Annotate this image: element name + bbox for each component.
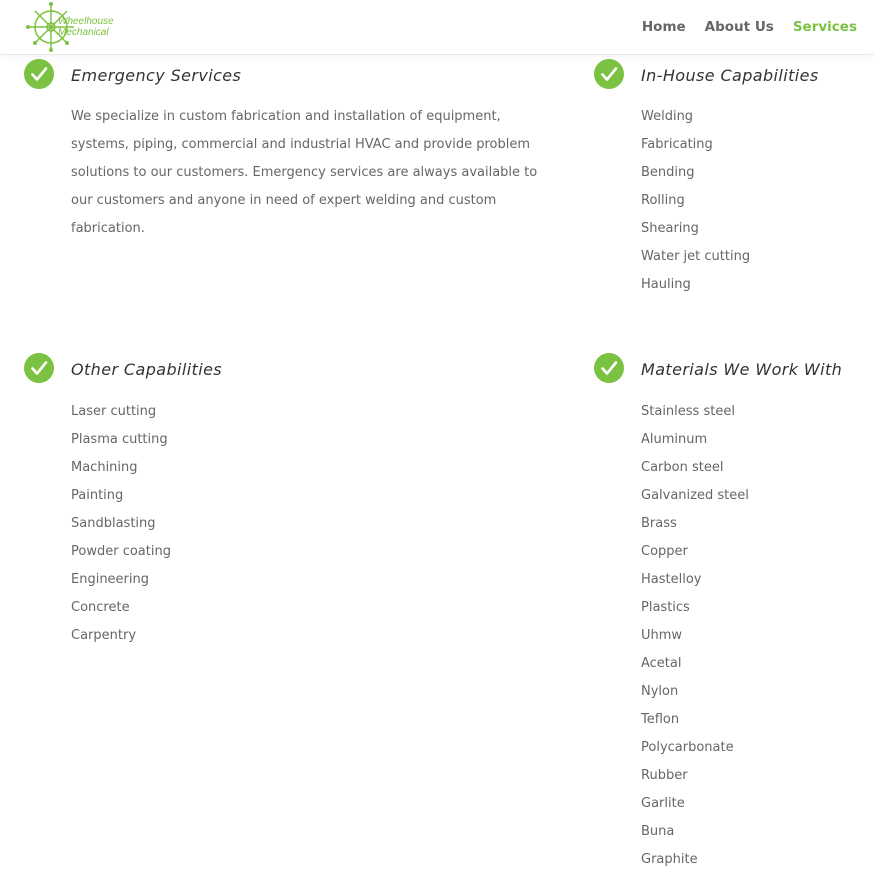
list-item: Water jet cutting [641, 249, 751, 264]
materials-list [641, 398, 749, 874]
list-item: Engineering [71, 572, 149, 587]
check-icon [24, 59, 54, 89]
list-item: Rolling [641, 193, 685, 208]
materials-title: Materials We Work With [641, 360, 843, 379]
list-item: Nylon [641, 684, 679, 699]
emergency-services-text: We specialize in custom fabrication and installation of equipment, systems, piping, commercial and industrial HVAC and provide problem solutions to our customers. Emergency services are always available to our customers and anyone in need of expert welding and custom fabrication. [71, 109, 538, 236]
list-item: Plastics [641, 600, 690, 615]
list-item: Copper [641, 544, 688, 559]
list-item: Plasma cutting [71, 432, 168, 447]
check-icon [24, 353, 54, 383]
list-item: Carbon steel [641, 460, 724, 475]
check-icon [594, 353, 624, 383]
list-item: Welding [641, 109, 694, 124]
emergency-services-title: Emergency Services [71, 66, 242, 85]
main-nav [623, 18, 857, 36]
list-item: Stainless steel [641, 404, 735, 419]
list-item: Rubber [641, 768, 688, 783]
list-item: Hauling [641, 277, 691, 292]
logo-line-1: Wheelhouse [58, 16, 114, 27]
list-item: Acetal [641, 656, 682, 671]
list-item: Uhmw [641, 628, 683, 643]
list-item: Polycarbonate [641, 740, 734, 755]
nav-about-us[interactable]: About Us [704, 19, 774, 35]
list-item: Painting [71, 488, 124, 503]
in-house-capabilities-list [641, 103, 750, 299]
site-header [0, 0, 874, 54]
list-item: Garlite [641, 796, 685, 811]
list-item: Galvanized steel [641, 488, 749, 503]
list-item: Powder coating [71, 544, 171, 559]
list-item: Shearing [641, 221, 699, 236]
in-house-capabilities-title: In-House Capabilities [641, 66, 819, 85]
list-item: Carpentry [71, 628, 137, 643]
list-item: Teflon [641, 712, 680, 727]
logo-line-2: Mechanical [58, 27, 109, 38]
list-item: Brass [641, 516, 677, 531]
list-item: Aluminum [641, 432, 708, 447]
list-item: Machining [71, 460, 138, 475]
other-capabilities-title: Other Capabilities [71, 360, 223, 379]
list-item: Graphite [641, 852, 698, 867]
other-capabilities-list [71, 398, 171, 650]
list-item: Sandblasting [71, 516, 156, 531]
list-item: Laser cutting [71, 404, 157, 419]
list-item: Buna [641, 824, 675, 839]
logo[interactable] [26, 0, 118, 54]
check-icon [594, 59, 624, 89]
nav-services[interactable]: Services [792, 19, 857, 35]
list-item: Concrete [71, 600, 130, 615]
list-item: Bending [641, 165, 695, 180]
nav-home[interactable]: Home [641, 19, 686, 35]
list-item: Fabricating [641, 137, 713, 152]
list-item: Hastelloy [641, 572, 702, 587]
